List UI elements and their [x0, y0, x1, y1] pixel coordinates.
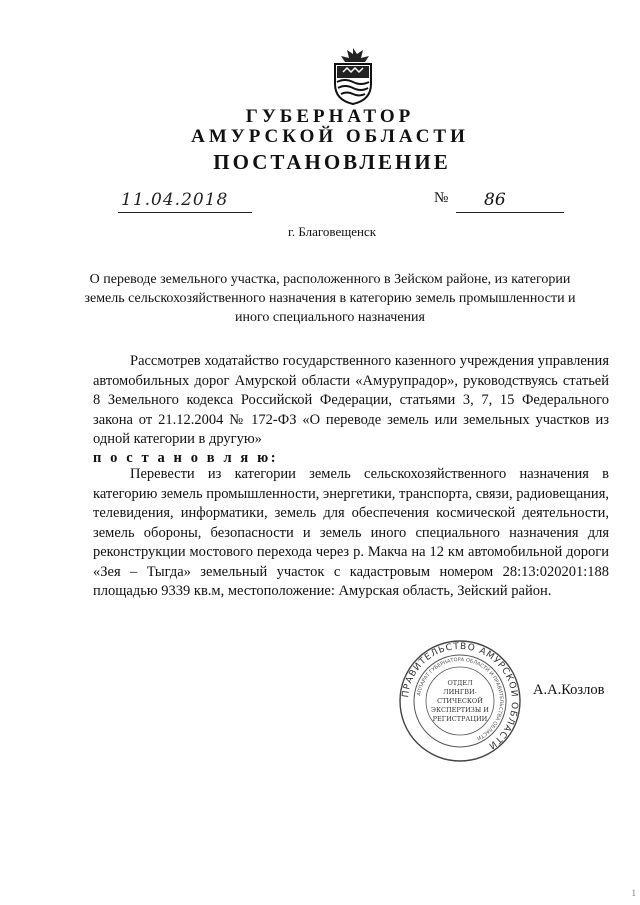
- authority-line1: ГУБЕРНАТОР: [245, 106, 415, 127]
- date-field: [118, 190, 252, 213]
- document-type: ПОСТАНОВЛЕНИЕ: [213, 150, 451, 174]
- official-seal: [396, 637, 524, 765]
- paragraph-preamble: Рассмотрев ходатайство государственного казенного учреждения управления автомобильных дорог Амурской области «Амурупрадор», руководствуясь статьей 8 Земельного кодекса Российской Федерации, статьями 3, 7, 15 Федерального закона от 21.12.2004 № 172-ФЗ «О переводе земель или земельных участков из одной категории в другую»: [93, 353, 609, 447]
- seal-center-line: ЛИНГВИ-: [443, 688, 477, 696]
- seal-outer-text: ПРАВИТЕЛЬСТВО АМУРСКОЙ ОБЛАСТИ: [401, 641, 520, 751]
- seal-inner-text: АППАРАТ ГУБЕРНАТОРА ОБЛАСТИ И ПРАВИТЕЛЬСТВА ОБЛАСТИ: [416, 656, 505, 741]
- resolve-word: п о с т а н о в л я ю:: [93, 450, 279, 466]
- handwritten-date: 11.04.2018: [121, 190, 229, 210]
- authority-line2: АМУРСКОЙ ОБЛАСТИ: [191, 126, 469, 147]
- seal-center-line: СТИЧЕСКОЙ: [437, 697, 483, 705]
- seal-center-line: РЕГИСТРАЦИИ: [432, 715, 488, 723]
- number-label: №: [434, 190, 449, 206]
- paragraph-operative: Перевести из категории земель сельскохозяйственного назначения в категорию земель промышленности, энергетики, транспорта, связи, радиовещания, телевидения, информатики, земель для обеспечения космической деятельности, земель обороны, безопасности и земель иного специального назначения для реконструкции мостового перехода через р. Макча на 12 км автомобильной дороги «Зея – Тыгда» земельный участок с кадастровым номером 28:13:020201:188 площадью 9339 кв.м, местоположение: Амурская область, Зейский район.: [93, 466, 609, 599]
- page-number: 1: [631, 888, 636, 898]
- city: г. Благовещенск: [287, 224, 377, 239]
- seal-center-line: ЭКСПЕРТИЗЫ И: [431, 706, 489, 714]
- coat-of-arms-icon: [323, 44, 383, 106]
- signatory-name: А.А.Козлов: [533, 682, 605, 698]
- handwritten-number: 86: [484, 190, 506, 210]
- seal-center-line: ОТДЕЛ: [447, 679, 473, 687]
- decree-title: О переводе земельного участка, расположенного в Зейском районе, из категории земель сельскохозяйственного назначения в категорию земель промышленности и иного специального назначения: [84, 272, 576, 325]
- number-field: [456, 190, 564, 213]
